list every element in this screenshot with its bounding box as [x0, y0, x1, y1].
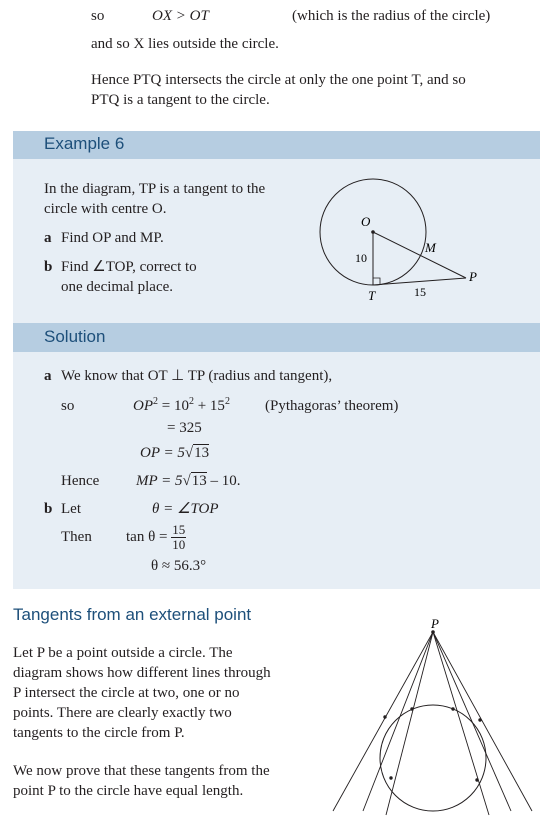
external-line-right: [433, 632, 532, 811]
label-M: M: [425, 240, 436, 255]
tangent-point-left: [383, 715, 386, 718]
sol-eq7: θ ≈ 56.3°: [151, 558, 207, 574]
sol-a-text: We know that OT ⊥ TP (radius and tangent),: [61, 368, 333, 384]
part-b-line2: one decimal place.: [61, 279, 174, 295]
sol-eq3: OP = 5√13: [140, 445, 210, 461]
sol-eq5: θ = ∠TOP: [152, 501, 219, 517]
sol-a-label: a: [44, 368, 52, 384]
right-angle-mark: [373, 278, 380, 285]
eq6-den: 10: [172, 537, 186, 553]
tangents-p1-l1: Let P be a point outside a circle. The: [13, 645, 233, 661]
tangents-label-P: P: [431, 616, 439, 631]
part-b-label: b: [44, 259, 53, 275]
eq1-sq-b: 2: [188, 396, 194, 407]
label-O: O: [361, 214, 371, 229]
sol-let: Let: [61, 501, 81, 517]
tangents-p1-l5: tangents to the circle from P.: [13, 725, 185, 741]
eq6-lhs: tan θ =: [126, 529, 168, 545]
tangent-line-left: [363, 632, 433, 811]
example-title: Example 6: [44, 134, 125, 153]
intersect-right-top: [451, 707, 454, 710]
tangent-TP: [373, 278, 466, 285]
intersect-right-bottom: [475, 778, 478, 781]
external-line-left: [333, 632, 433, 811]
eq3-root: 13: [194, 445, 210, 461]
eq3-lhs: OP = 5: [140, 445, 185, 461]
sol-eq1: [133, 396, 230, 416]
solution-title: Solution: [44, 327, 106, 346]
intro-note: (which is the radius of the circle): [292, 8, 491, 24]
label-10: 10: [355, 251, 367, 265]
tangents-p2-l1: We now prove that these tangents from the: [13, 763, 270, 779]
eq4-tail: – 10.: [206, 473, 241, 489]
example-diagram: [300, 170, 500, 310]
eq1-rhs-b: + 15: [193, 398, 225, 414]
sol-eq4: MP = 5√13 – 10.: [136, 473, 241, 489]
line-OP: [373, 232, 466, 278]
intro-para-a: Hence PTQ intersects the circle at only the one point T, and so: [91, 72, 466, 88]
solution-header-bar: [13, 323, 540, 352]
intro-so: so: [91, 8, 105, 24]
tangent-circle: [380, 705, 486, 811]
intersect-left-bottom: [389, 776, 392, 779]
eq4-lhs: MP = 5: [136, 473, 183, 489]
label-T: T: [368, 288, 376, 303]
tangents-diagram: [325, 615, 540, 820]
secant-line-right: [433, 632, 489, 815]
tangent-line-right: [433, 632, 511, 811]
eq4-root: 13: [191, 473, 207, 489]
eq1-lhs: OP: [133, 398, 153, 414]
sol-so: so: [61, 398, 75, 414]
part-a-text: Find OP and MP.: [61, 230, 164, 246]
eq1-sq-a: 2: [153, 396, 158, 407]
intro-para-b: PTQ is a tangent to the circle.: [91, 92, 270, 108]
sol-eq2: = 325: [167, 420, 202, 436]
part-a-label: a: [44, 230, 52, 246]
tangents-p2-l2: point P to the circle have equal length.: [13, 783, 244, 799]
tangents-p1-l2: diagram shows how different lines through: [13, 665, 271, 681]
tangents-p1-l4: points. There are clearly exactly two: [13, 705, 232, 721]
sol-hence: Hence: [61, 473, 100, 489]
label-15: 15: [414, 285, 426, 299]
eq1-rhs-a: = 10: [161, 398, 189, 414]
eq1-sq-c: 2: [224, 396, 230, 407]
intro-line2: and so X lies outside the circle.: [91, 36, 279, 52]
example-header-bar: [13, 131, 540, 159]
sol-eq6: [126, 522, 186, 552]
sol-b-label: b: [44, 501, 53, 517]
eq6-fraction: [171, 523, 186, 552]
eq6-num: 15: [172, 522, 186, 538]
center-dot: [371, 230, 375, 234]
intersect-left-top: [410, 707, 413, 710]
example-text-line2: circle with centre O.: [44, 201, 167, 217]
eq1-note: (Pythagoras’ theorem): [265, 398, 399, 414]
tangents-p1-l3: P intersect the circle at two, one or no: [13, 685, 240, 701]
label-P: P: [469, 269, 477, 284]
intro-expression: OX > OT: [152, 8, 209, 24]
tangent-point-right: [478, 718, 481, 721]
example-text-line1: In the diagram, TP is a tangent to the: [44, 181, 266, 197]
part-b-line1: Find ∠TOP, correct to: [61, 259, 197, 275]
tangents-heading: Tangents from an external point: [13, 605, 252, 624]
sol-then: Then: [61, 529, 92, 545]
